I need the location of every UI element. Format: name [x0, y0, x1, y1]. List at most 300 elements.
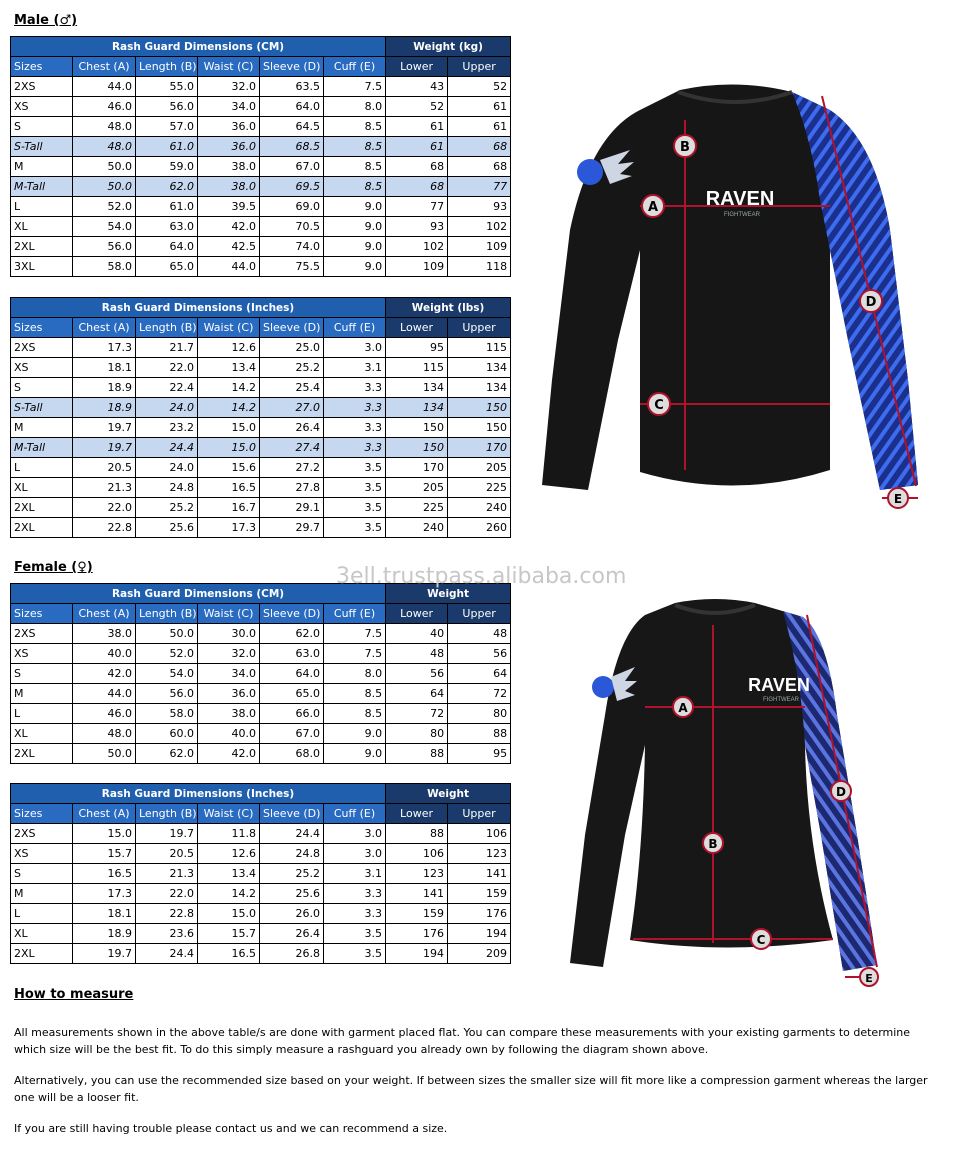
- value-cell: 52: [448, 77, 511, 97]
- value-cell: 95: [386, 338, 448, 358]
- size-cell: XL: [11, 478, 73, 498]
- value-cell: 56: [386, 664, 448, 684]
- size-cell: S: [11, 664, 73, 684]
- value-cell: 106: [448, 824, 511, 844]
- value-cell: 40.0: [198, 724, 260, 744]
- value-cell: 24.0: [136, 458, 198, 478]
- size-cell: 2XL: [11, 498, 73, 518]
- value-cell: 62.0: [136, 177, 198, 197]
- column-header: Length (B): [136, 604, 198, 624]
- table-row: [11, 257, 511, 277]
- size-cell: 2XS: [11, 338, 73, 358]
- value-cell: 64: [386, 684, 448, 704]
- value-cell: 123: [386, 864, 448, 884]
- value-cell: 56.0: [136, 97, 198, 117]
- value-cell: 27.4: [260, 438, 324, 458]
- value-cell: 9.0: [324, 724, 386, 744]
- value-cell: 123: [448, 844, 511, 864]
- value-cell: 61: [386, 117, 448, 137]
- value-cell: 48.0: [73, 137, 136, 157]
- watermark: 3ell.trustpass.alibaba.com: [336, 564, 627, 589]
- value-cell: 34.0: [198, 664, 260, 684]
- svg-text:E: E: [865, 972, 873, 985]
- column-header: Waist (C): [198, 318, 260, 338]
- value-cell: 62.0: [260, 624, 324, 644]
- size-cell: XL: [11, 724, 73, 744]
- svg-text:C: C: [654, 398, 664, 413]
- column-header: Sizes: [11, 804, 73, 824]
- value-cell: 55.0: [136, 77, 198, 97]
- size-cell: L: [11, 704, 73, 724]
- column-header: Waist (C): [198, 804, 260, 824]
- size-cell: XS: [11, 644, 73, 664]
- value-cell: 58.0: [136, 704, 198, 724]
- svg-text:RAVEN: RAVEN: [748, 675, 810, 695]
- value-cell: 36.0: [198, 137, 260, 157]
- value-cell: 15.7: [198, 924, 260, 944]
- column-header: Chest (A): [73, 57, 136, 77]
- size-cell: 2XL: [11, 237, 73, 257]
- size-cell: M: [11, 684, 73, 704]
- female-heading: Female (♀): [14, 560, 93, 575]
- value-cell: 19.7: [73, 438, 136, 458]
- column-header: Lower: [386, 804, 448, 824]
- value-cell: 54.0: [73, 217, 136, 237]
- column-header: Sleeve (D): [260, 604, 324, 624]
- value-cell: 52.0: [73, 197, 136, 217]
- table-row: [11, 217, 511, 237]
- value-cell: 21.7: [136, 338, 198, 358]
- value-cell: 9.0: [324, 217, 386, 237]
- value-cell: 27.2: [260, 458, 324, 478]
- svg-text:D: D: [865, 295, 877, 310]
- value-cell: 18.9: [73, 924, 136, 944]
- value-cell: 7.5: [324, 644, 386, 664]
- value-cell: 3.5: [324, 518, 386, 538]
- size-cell: S: [11, 117, 73, 137]
- value-cell: 64.0: [260, 97, 324, 117]
- value-cell: 42.5: [198, 237, 260, 257]
- value-cell: 61: [448, 117, 511, 137]
- value-cell: 24.0: [136, 398, 198, 418]
- svg-text:D: D: [836, 785, 846, 799]
- size-cell: 2XS: [11, 624, 73, 644]
- value-cell: 16.5: [198, 944, 260, 964]
- size-cell: XS: [11, 97, 73, 117]
- value-cell: 68: [386, 177, 448, 197]
- value-cell: 260: [448, 518, 511, 538]
- value-cell: 17.3: [73, 338, 136, 358]
- value-cell: 22.0: [73, 498, 136, 518]
- column-header: Sizes: [11, 318, 73, 338]
- table-row: [11, 97, 511, 117]
- value-cell: 102: [386, 237, 448, 257]
- value-cell: 62.0: [136, 744, 198, 764]
- value-cell: 14.2: [198, 884, 260, 904]
- value-cell: 48.0: [73, 117, 136, 137]
- value-cell: 3.0: [324, 338, 386, 358]
- value-cell: 59.0: [136, 157, 198, 177]
- table-row: [11, 418, 511, 438]
- value-cell: 15.0: [198, 904, 260, 924]
- column-header: Cuff (E): [324, 57, 386, 77]
- value-cell: 36.0: [198, 684, 260, 704]
- value-cell: 68: [386, 157, 448, 177]
- value-cell: 72: [386, 704, 448, 724]
- value-cell: 26.4: [260, 418, 324, 438]
- value-cell: 24.8: [136, 478, 198, 498]
- table-row: [11, 478, 511, 498]
- value-cell: 11.8: [198, 824, 260, 844]
- table-row: [11, 398, 511, 418]
- value-cell: 52.0: [136, 644, 198, 664]
- marker-a: [673, 697, 693, 717]
- weight-title: Weight: [386, 584, 511, 604]
- value-cell: 8.5: [324, 704, 386, 724]
- svg-text:E: E: [893, 492, 903, 506]
- female-inches-size-table: [10, 783, 511, 964]
- size-cell: 2XL: [11, 944, 73, 964]
- value-cell: 19.7: [136, 824, 198, 844]
- value-cell: 240: [448, 498, 511, 518]
- table-row: [11, 704, 511, 724]
- column-header: Cuff (E): [324, 604, 386, 624]
- value-cell: 8.5: [324, 157, 386, 177]
- value-cell: 8.0: [324, 664, 386, 684]
- value-cell: 17.3: [73, 884, 136, 904]
- size-cell: XS: [11, 358, 73, 378]
- value-cell: 150: [386, 438, 448, 458]
- value-cell: 141: [386, 884, 448, 904]
- table-row: [11, 117, 511, 137]
- value-cell: 38.0: [198, 157, 260, 177]
- value-cell: 44.0: [73, 77, 136, 97]
- value-cell: 27.8: [260, 478, 324, 498]
- value-cell: 141: [448, 864, 511, 884]
- table-row: [11, 518, 511, 538]
- value-cell: 61: [448, 97, 511, 117]
- marker-c: [648, 393, 670, 415]
- value-cell: 61.0: [136, 197, 198, 217]
- value-cell: 93: [386, 217, 448, 237]
- value-cell: 50.0: [73, 744, 136, 764]
- table-row: [11, 684, 511, 704]
- column-header: Sleeve (D): [260, 57, 324, 77]
- value-cell: 77: [386, 197, 448, 217]
- value-cell: 27.0: [260, 398, 324, 418]
- value-cell: 50.0: [136, 624, 198, 644]
- svg-text:A: A: [678, 701, 688, 715]
- value-cell: 118: [448, 257, 511, 277]
- value-cell: 21.3: [136, 864, 198, 884]
- value-cell: 8.5: [324, 117, 386, 137]
- value-cell: 46.0: [73, 704, 136, 724]
- value-cell: 43: [386, 77, 448, 97]
- value-cell: 44.0: [198, 257, 260, 277]
- column-header: Cuff (E): [324, 804, 386, 824]
- value-cell: 65.0: [260, 684, 324, 704]
- value-cell: 56: [448, 644, 511, 664]
- value-cell: 88: [386, 824, 448, 844]
- value-cell: 3.5: [324, 924, 386, 944]
- value-cell: 54.0: [136, 664, 198, 684]
- column-header: Chest (A): [73, 604, 136, 624]
- value-cell: 32.0: [198, 644, 260, 664]
- value-cell: 88: [448, 724, 511, 744]
- value-cell: 24.4: [136, 944, 198, 964]
- value-cell: 61.0: [136, 137, 198, 157]
- value-cell: 64.0: [260, 664, 324, 684]
- value-cell: 18.1: [73, 358, 136, 378]
- value-cell: 19.7: [73, 418, 136, 438]
- size-cell: L: [11, 904, 73, 924]
- value-cell: 159: [386, 904, 448, 924]
- value-cell: 30.0: [198, 624, 260, 644]
- value-cell: 15.6: [198, 458, 260, 478]
- value-cell: 40: [386, 624, 448, 644]
- table-row: [11, 458, 511, 478]
- value-cell: 42.0: [198, 744, 260, 764]
- value-cell: 39.5: [198, 197, 260, 217]
- value-cell: 57.0: [136, 117, 198, 137]
- value-cell: 24.8: [260, 844, 324, 864]
- value-cell: 38.0: [73, 624, 136, 644]
- male-cm-size-table: [10, 36, 511, 277]
- value-cell: 70.5: [260, 217, 324, 237]
- column-header: Sleeve (D): [260, 318, 324, 338]
- value-cell: 109: [386, 257, 448, 277]
- size-cell: XS: [11, 844, 73, 864]
- value-cell: 66.0: [260, 704, 324, 724]
- value-cell: 14.2: [198, 378, 260, 398]
- value-cell: 18.1: [73, 904, 136, 924]
- value-cell: 19.7: [73, 944, 136, 964]
- value-cell: 25.6: [260, 884, 324, 904]
- value-cell: 115: [448, 338, 511, 358]
- value-cell: 205: [386, 478, 448, 498]
- value-cell: 150: [448, 418, 511, 438]
- table-row: [11, 904, 511, 924]
- value-cell: 16.5: [198, 478, 260, 498]
- value-cell: 3.3: [324, 378, 386, 398]
- marker-d: [860, 290, 882, 312]
- size-cell: 2XS: [11, 824, 73, 844]
- table-title: Rash Guard Dimensions (CM): [11, 37, 386, 57]
- how-to-paragraph-2: Alternatively, you can use the recommended size based on your weight. If between sizes the smaller size will fit more like a compression garment whereas the larger one will be a looser fit.: [14, 1074, 928, 1104]
- value-cell: 38.0: [198, 177, 260, 197]
- table-row: [11, 378, 511, 398]
- size-cell: S: [11, 378, 73, 398]
- value-cell: 25.0: [260, 338, 324, 358]
- value-cell: 3.3: [324, 398, 386, 418]
- value-cell: 24.4: [136, 438, 198, 458]
- marker-d: [831, 781, 851, 801]
- value-cell: 50.0: [73, 177, 136, 197]
- marker-a: [642, 195, 664, 217]
- value-cell: 56.0: [73, 237, 136, 257]
- value-cell: 32.0: [198, 77, 260, 97]
- table-row: [11, 844, 511, 864]
- value-cell: 209: [448, 944, 511, 964]
- value-cell: 64.5: [260, 117, 324, 137]
- value-cell: 58.0: [73, 257, 136, 277]
- value-cell: 194: [386, 944, 448, 964]
- value-cell: 134: [386, 398, 448, 418]
- marker-b: [674, 135, 696, 157]
- value-cell: 16.5: [73, 864, 136, 884]
- size-cell: M: [11, 884, 73, 904]
- column-header: Cuff (E): [324, 318, 386, 338]
- value-cell: 25.6: [136, 518, 198, 538]
- value-cell: 68: [448, 137, 511, 157]
- svg-text:RAVEN: RAVEN: [705, 188, 775, 210]
- value-cell: 3.3: [324, 438, 386, 458]
- svg-text:FIGHTWEAR: FIGHTWEAR: [724, 212, 760, 218]
- value-cell: 20.5: [136, 844, 198, 864]
- table-row: [11, 644, 511, 664]
- size-cell: S-Tall: [11, 398, 73, 418]
- table-row: [11, 664, 511, 684]
- size-cell: S-Tall: [11, 137, 73, 157]
- value-cell: 8.5: [324, 684, 386, 704]
- table-row: [11, 744, 511, 764]
- column-header: Sleeve (D): [260, 804, 324, 824]
- size-cell: M: [11, 157, 73, 177]
- column-header: Length (B): [136, 57, 198, 77]
- male-inches-size-table: [10, 297, 511, 538]
- female-rashguard-diagram: [565, 595, 895, 990]
- value-cell: 13.4: [198, 864, 260, 884]
- value-cell: 9.0: [324, 237, 386, 257]
- table-row: [11, 197, 511, 217]
- value-cell: 23.2: [136, 418, 198, 438]
- table-row: [11, 624, 511, 644]
- column-header: Sizes: [11, 604, 73, 624]
- value-cell: 48: [386, 644, 448, 664]
- value-cell: 7.5: [324, 624, 386, 644]
- value-cell: 38.0: [198, 704, 260, 724]
- column-header: Chest (A): [73, 318, 136, 338]
- value-cell: 240: [386, 518, 448, 538]
- value-cell: 3.5: [324, 478, 386, 498]
- value-cell: 69.0: [260, 197, 324, 217]
- value-cell: 3.3: [324, 418, 386, 438]
- size-cell: XL: [11, 924, 73, 944]
- value-cell: 22.0: [136, 884, 198, 904]
- table-row: [11, 944, 511, 964]
- value-cell: 25.2: [136, 498, 198, 518]
- size-cell: L: [11, 197, 73, 217]
- value-cell: 68.0: [260, 744, 324, 764]
- value-cell: 56.0: [136, 684, 198, 704]
- value-cell: 21.3: [73, 478, 136, 498]
- female-cm-size-table: [10, 583, 511, 764]
- marker-b: [703, 833, 723, 853]
- weight-title: Weight (kg): [386, 37, 511, 57]
- size-cell: 2XS: [11, 77, 73, 97]
- value-cell: 225: [386, 498, 448, 518]
- table-row: [11, 824, 511, 844]
- value-cell: 46.0: [73, 97, 136, 117]
- value-cell: 20.5: [73, 458, 136, 478]
- value-cell: 3.5: [324, 944, 386, 964]
- table-title: Rash Guard Dimensions (Inches): [11, 784, 386, 804]
- table-row: [11, 77, 511, 97]
- value-cell: 42.0: [198, 217, 260, 237]
- size-cell: M: [11, 418, 73, 438]
- value-cell: 15.0: [198, 418, 260, 438]
- column-header: Upper: [448, 804, 511, 824]
- marker-e: [888, 488, 908, 508]
- value-cell: 50.0: [73, 157, 136, 177]
- column-header: Length (B): [136, 318, 198, 338]
- value-cell: 75.5: [260, 257, 324, 277]
- value-cell: 3.3: [324, 884, 386, 904]
- column-header: Lower: [386, 318, 448, 338]
- value-cell: 170: [386, 458, 448, 478]
- value-cell: 17.3: [198, 518, 260, 538]
- size-cell: 3XL: [11, 257, 73, 277]
- table-title: Rash Guard Dimensions (CM): [11, 584, 386, 604]
- value-cell: 15.7: [73, 844, 136, 864]
- svg-text:A: A: [647, 200, 659, 215]
- column-header: Upper: [448, 604, 511, 624]
- value-cell: 150: [386, 418, 448, 438]
- value-cell: 34.0: [198, 97, 260, 117]
- value-cell: 67.0: [260, 157, 324, 177]
- value-cell: 48.0: [73, 724, 136, 744]
- size-cell: XL: [11, 217, 73, 237]
- how-to-measure-heading: How to measure: [14, 987, 134, 1002]
- value-cell: 69.5: [260, 177, 324, 197]
- value-cell: 22.8: [73, 518, 136, 538]
- value-cell: 134: [448, 358, 511, 378]
- value-cell: 9.0: [324, 744, 386, 764]
- value-cell: 9.0: [324, 197, 386, 217]
- weight-title: Weight (lbs): [386, 298, 511, 318]
- value-cell: 13.4: [198, 358, 260, 378]
- table-row: [11, 338, 511, 358]
- value-cell: 22.4: [136, 378, 198, 398]
- svg-text:B: B: [708, 837, 718, 851]
- value-cell: 3.0: [324, 824, 386, 844]
- column-header: Sizes: [11, 57, 73, 77]
- value-cell: 80: [448, 704, 511, 724]
- value-cell: 106: [386, 844, 448, 864]
- value-cell: 64: [448, 664, 511, 684]
- value-cell: 12.6: [198, 338, 260, 358]
- table-row: [11, 884, 511, 904]
- value-cell: 44.0: [73, 684, 136, 704]
- value-cell: 61: [386, 137, 448, 157]
- table-row: [11, 724, 511, 744]
- value-cell: 115: [386, 358, 448, 378]
- value-cell: 205: [448, 458, 511, 478]
- table-row: [11, 157, 511, 177]
- column-header: Waist (C): [198, 604, 260, 624]
- value-cell: 15.0: [198, 438, 260, 458]
- value-cell: 134: [386, 378, 448, 398]
- value-cell: 18.9: [73, 398, 136, 418]
- value-cell: 48: [448, 624, 511, 644]
- table-row: [11, 137, 511, 157]
- value-cell: 8.0: [324, 97, 386, 117]
- size-cell: L: [11, 458, 73, 478]
- column-header: Upper: [448, 318, 511, 338]
- value-cell: 12.6: [198, 844, 260, 864]
- value-cell: 22.0: [136, 358, 198, 378]
- value-cell: 176: [386, 924, 448, 944]
